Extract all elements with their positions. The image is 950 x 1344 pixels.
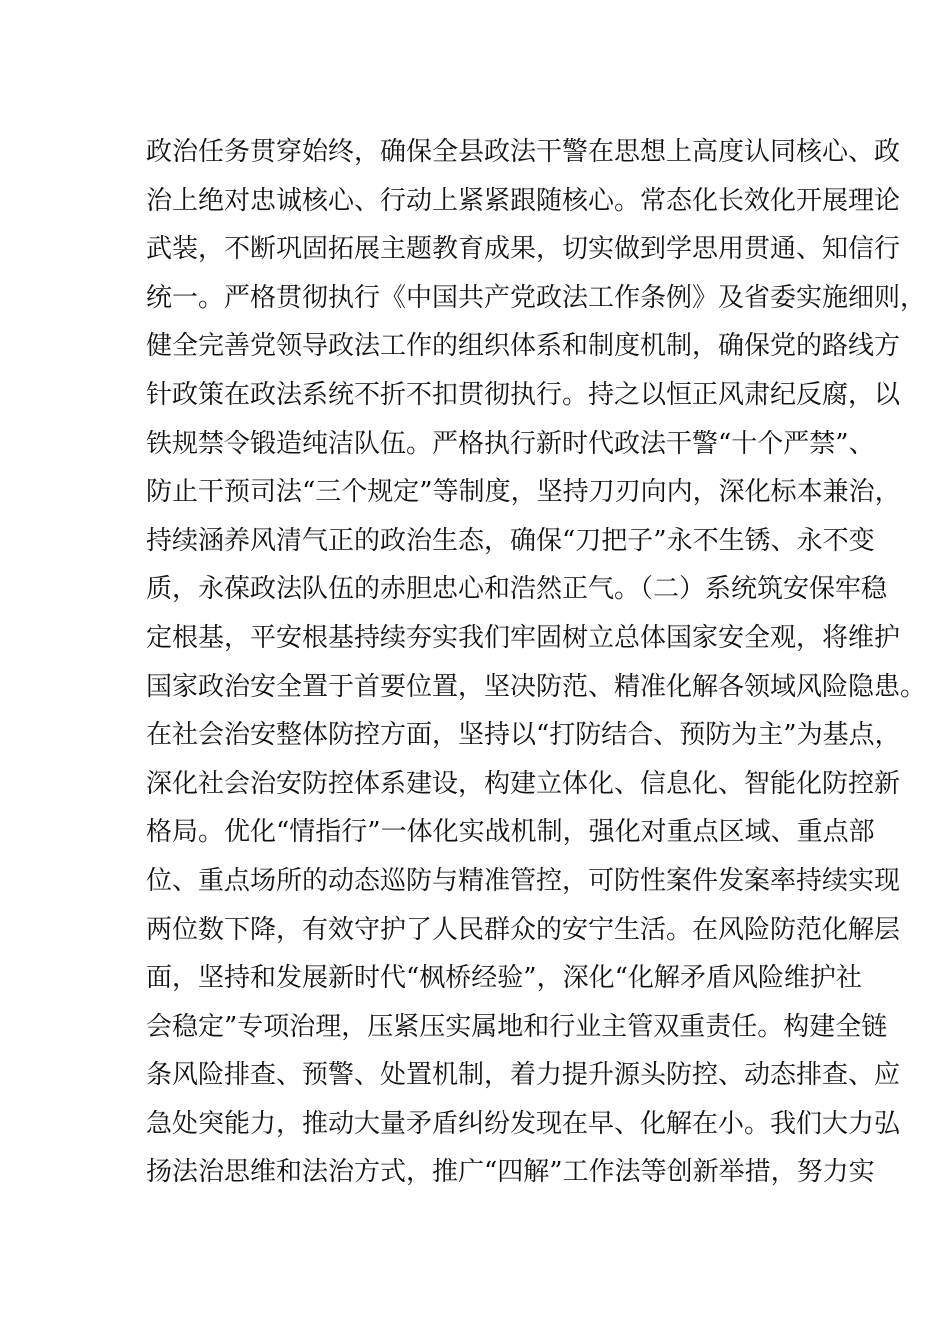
body-text bbox=[146, 128, 927, 1197]
text-line: 针政策在政法系统不折不扣贯彻执行。持之以恒正风肃纪反腐，以 bbox=[146, 379, 901, 410]
text-line: 统一。严格贯彻执行《中国共产党政法工作条例》及省委实施细则， bbox=[146, 282, 927, 313]
text-line: 健全完善党领导政法工作的组织体系和制度机制，确保党的路线方 bbox=[146, 331, 901, 362]
text-line: 持续涵养风清气正的政治生态，确保“刀把子”永不生锈、永不变 bbox=[146, 525, 875, 556]
text-line: 在社会治安整体防控方面，坚持以“打防结合、预防为主”为基点， bbox=[146, 720, 901, 751]
text-line: 防止干预司法“三个规定”等制度，坚持刀刃向内，深化标本兼治， bbox=[146, 477, 901, 508]
text-line: 面，坚持和发展新时代“枫桥经验”，深化“化解矛盾风险维护社 bbox=[146, 963, 862, 994]
text-line: 治上绝对忠诚核心、行动上紧紧跟随核心。常态化长效化开展理论 bbox=[146, 185, 901, 216]
text-line: 条风险排查、预警、处置机制，着力提升源头防控、动态排查、应 bbox=[146, 1060, 901, 1091]
text-line: 定根基，平安根基持续夯实我们牢固树立总体国家安全观，将维护 bbox=[146, 622, 901, 653]
text-line: 政治任务贯穿始终，确保全县政法干警在思想上高度认同核心、政 bbox=[146, 137, 901, 167]
text-line: 武装，不断巩固拓展主题教育成果，切实做到学思用贯通、知信行 bbox=[146, 234, 901, 265]
text-line: 扬法治思维和法治方式，推广“四解”工作法等创新举措，努力实 bbox=[146, 1157, 875, 1188]
text-line: 质，永葆政法队伍的赤胆忠心和浩然正气。（二）系统筑安保牢稳 bbox=[146, 574, 888, 605]
text-line: 位、重点场所的动态巡防与精准管控，可防性案件发案率持续实现 bbox=[146, 865, 901, 896]
text-line: 铁规禁令锻造纯洁队伍。严格执行新时代政法干警“十个严禁”、 bbox=[146, 428, 875, 459]
text-line: 两位数下降，有效守护了人民群众的安宁生活。在风险防范化解层 bbox=[146, 914, 901, 945]
text-line: 格局。优化“情指行”一体化实战机制，强化对重点区域、重点部 bbox=[146, 817, 875, 848]
text-line: 深化社会治安防控体系建设，构建立体化、信息化、智能化防控新 bbox=[146, 768, 901, 799]
text-line: 国家政治安全置于首要位置，坚决防范、精准化解各领域风险隐患。 bbox=[146, 671, 927, 702]
text-line: 会稳定”专项治理，压紧压实属地和行业主管双重责任。构建全链 bbox=[146, 1011, 888, 1042]
text-line: 急处突能力，推动大量矛盾纠纷发现在早、化解在小。我们大力弘 bbox=[146, 1108, 901, 1139]
